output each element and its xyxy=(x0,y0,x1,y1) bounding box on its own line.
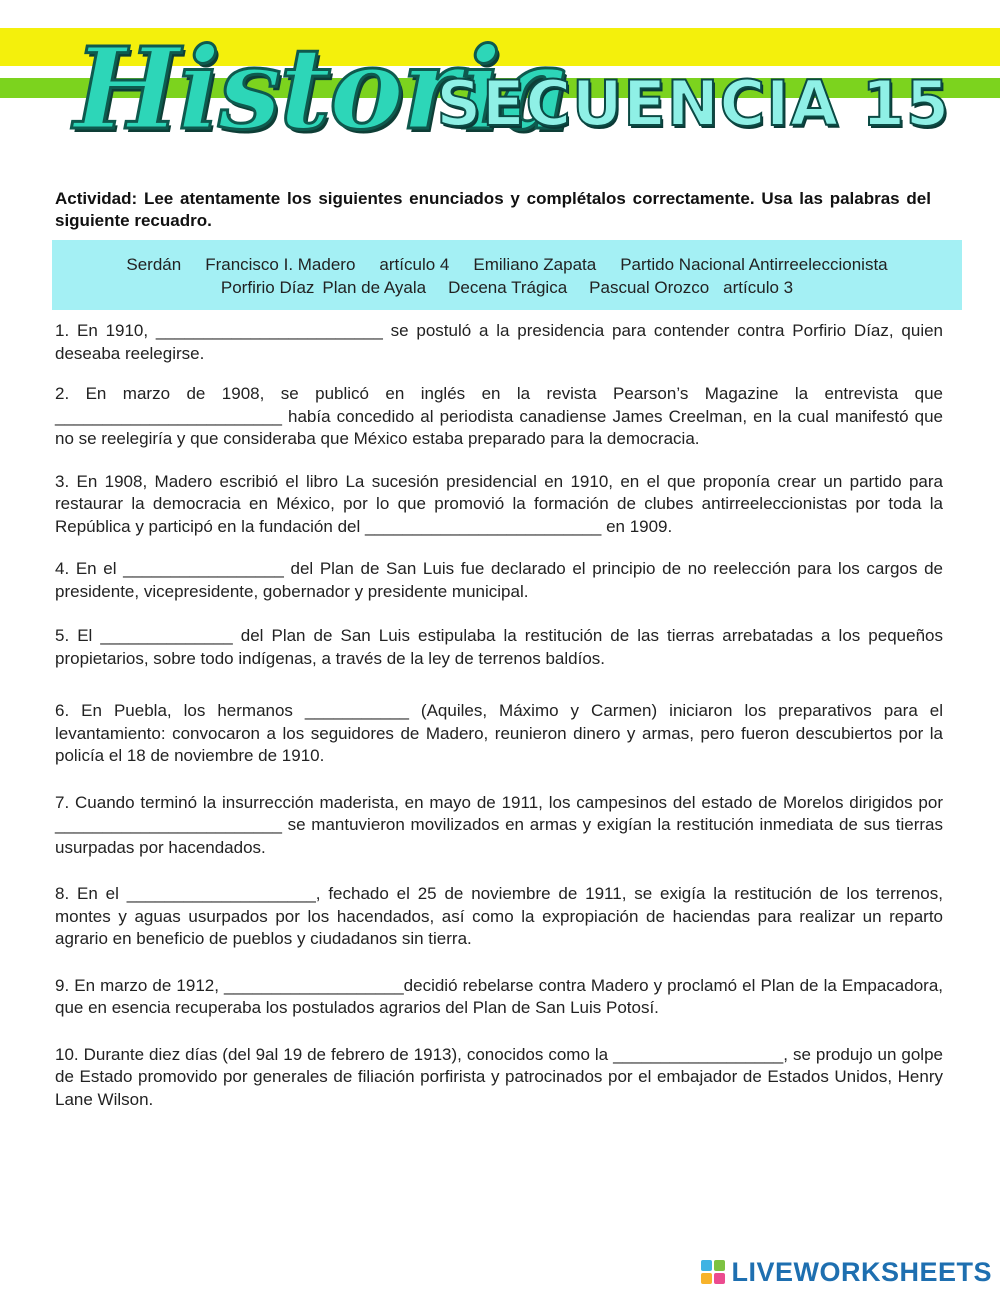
word-bank-line-2 xyxy=(52,278,962,298)
mark-square-2 xyxy=(714,1260,725,1271)
question-9: 9. En marzo de 1912, ___________________decidió rebelarse contra Madero y proclamó el Plan de la Empacadora, que en esencia recuperaba los postulados agrarios del Plan de San Luis Potosí. xyxy=(55,975,943,1017)
mark-square-1 xyxy=(701,1260,712,1271)
word-bank-item: artículo 4 xyxy=(379,255,450,274)
question-5: 5. El ______________ del Plan de San Luis estipulaba la restitución de las tierras arrebatadas a los pequeños propietarios, sobre todo indígenas, a través de la ley de terrenos baldíos. xyxy=(55,626,943,668)
word-bank-item: Plan de Ayala xyxy=(322,278,427,297)
question-8: 8. En el ____________________, fechado el 25 de noviembre de 1911, se exigía la restitución de los terrenos, montes y aguas usurpados por los hacendados, así como la expropiación de haciendas para realizar un reparto agrario en beneficio de pueblos y ciudadanos sin tierra. xyxy=(55,884,943,948)
history-title: Historia xyxy=(74,24,570,155)
word-bank-item: Porfirio Díaz xyxy=(220,278,315,297)
mark-square-4 xyxy=(714,1273,725,1284)
word-bank-item: Emiliano Zapata xyxy=(473,255,597,274)
mark-square-3 xyxy=(701,1273,712,1284)
question-1: 1. En 1910, ________________________ se postuló a la presidencia para contender contra Porfirio Díaz, quien deseaba reelegirse. xyxy=(55,321,943,363)
word-bank-item: Decena Trágica xyxy=(448,278,568,297)
word-bank-item: artículo 3 xyxy=(723,278,794,297)
liveworksheets-logo[interactable] xyxy=(701,1254,992,1290)
sequence-label: SECUENCIA 15 xyxy=(436,67,950,140)
word-bank xyxy=(52,240,962,310)
question-3: 3. En 1908, Madero escribió el libro La sucesión presidencial en 1910, en el que proponía crear un partido para restaurar la democracia en México, por lo que promovió la formación de clubes antirreeleccionistas por toda la República y participó en la fundación del _________________________ en 1909. xyxy=(55,471,943,536)
question-6: 6. En Puebla, los hermanos ___________ (Aquiles, Máximo y Carmen) iniciaron los preparativos para el levantamiento: convocaron a los seguidores de Madero, reunieron dinero y armas, pero fueron descubiertos por la policía el 18 de noviembre de 1910. xyxy=(55,701,943,765)
word-bank-item: Francisco I. Madero xyxy=(205,255,356,274)
question-10: 10. Durante diez días (del 9al 19 de febrero de 1913), conocidos como la __________________, se produjo un golpe de Estado promovido por generales de filiación porfirista y patrocinados por el embajador de Estados Unidos, Henry Lane Wilson. xyxy=(55,1044,943,1109)
word-bank-item: Serdán xyxy=(126,255,182,274)
word-bank-item: Pascual Orozco xyxy=(589,278,710,297)
question-2: 2. En marzo de 1908, se publicó en inglés en la revista Pearson’s Magazine la entrevista que ________________________ había concedido al periodista canadiense James Creelman, en la cual manifestó que no se reelegiría y que consideraba que México estaba preparado para la democracia. xyxy=(55,384,943,448)
instructions: Actividad: Lee atentamente los siguientes enunciados y complétalos correctamente. Usa las palabras del siguiente recuadro. xyxy=(55,189,931,230)
word-bank-item: Partido Nacional Antirreeleccionista xyxy=(620,255,888,274)
liveworksheets-mark-icon xyxy=(701,1260,725,1284)
question-7: 7. Cuando terminó la insurrección maderista, en mayo de 1911, los campesinos del estado de Morelos dirigidos por ________________________ se mantuvieron movilizados en armas y exigían la restitución inmediata de sus tierras usurpadas por hacendados. xyxy=(55,792,943,857)
word-bank-line-1 xyxy=(52,255,962,275)
questions-list xyxy=(55,320,943,1111)
question-4: 4. En el _________________ del Plan de San Luis fue declarado el principio de no reelección para los cargos de presidente, vicepresidente, gobernador y presidente municipal. xyxy=(55,559,943,601)
liveworksheets-text: LIVEWORKSHEETS xyxy=(731,1256,992,1287)
